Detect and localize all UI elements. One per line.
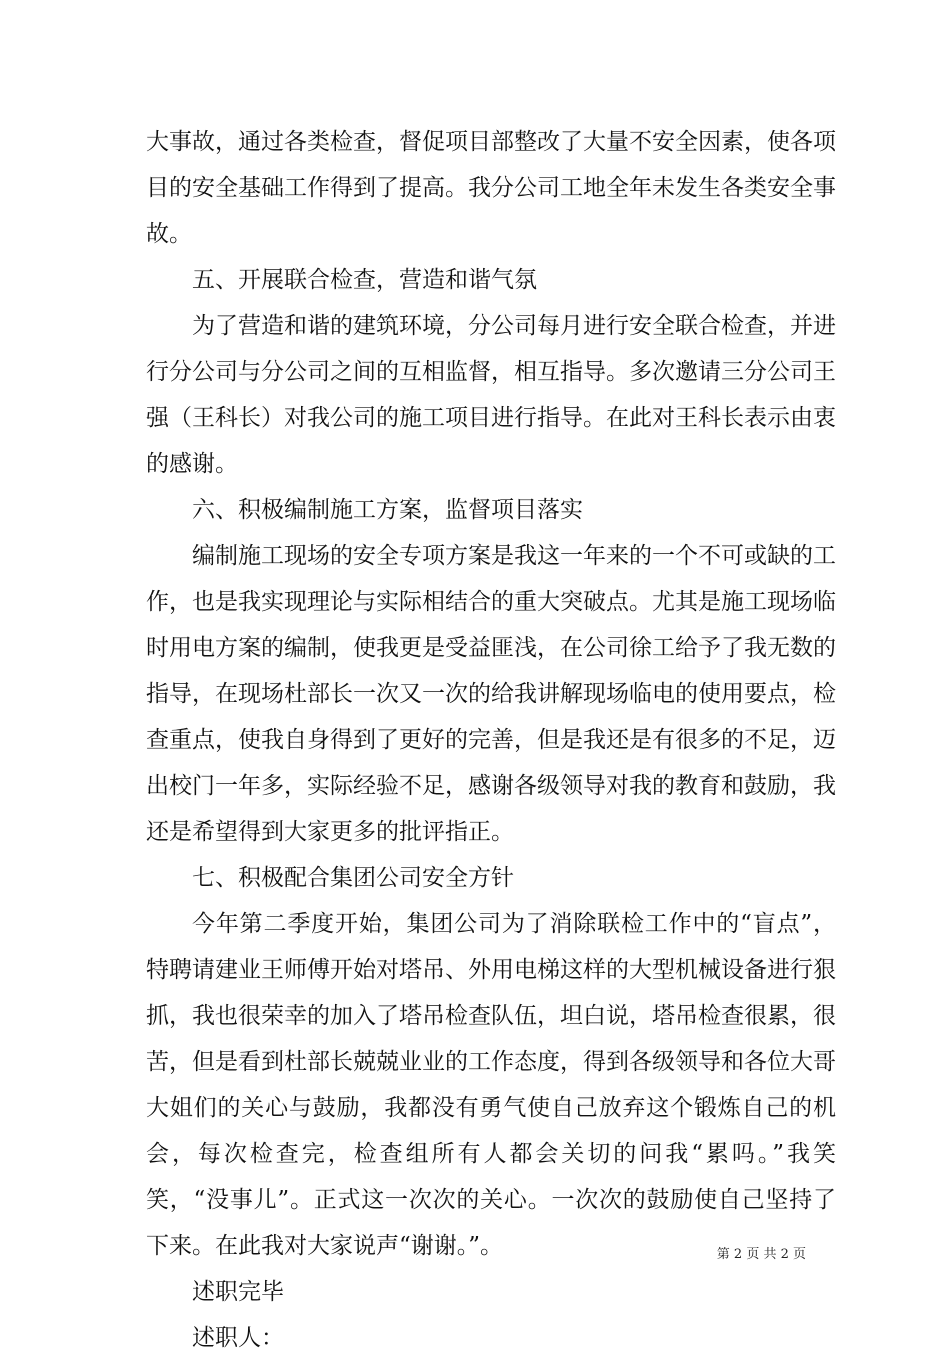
section-heading: 五、开展联合检查，营造和谐气氛	[192, 267, 537, 293]
page-number: 第 2 页 共 2 页	[716, 1247, 806, 1262]
section-heading: 七、积极配合集团公司安全方针	[192, 865, 514, 891]
signature-line: 述职人：	[192, 1325, 284, 1351]
paragraph: 今年第二季度开始，集团公司为了消除联检工作中的“盲点”，特聘请建业王师傅开始对塔吊、外用电梯这样的大型机械设备进行狠抓，我也很荣幸的加入了塔吊检查队伍，坦白说，塔吊检查很累，很苦，但是看到杜部长兢兢业业的工作态度，得到各级领导和各位大哥大姐们的关心与鼓励，我都没有勇气使自己放弃这个锻炼自己的机会，每次检查完，检查组所有人都会关切的问我“累吗。”我笑笑，“没事儿”。正式这一次次的关心。一次次的鼓励使自己坚持了下来。在此我对大家说声“谢谢。”。	[146, 911, 836, 1259]
paragraph: 大事故，通过各类检查，督促项目部整改了大量不安全因素，使各项目的安全基础工作得到了提高。我分公司工地全年未发生各类安全事故。	[146, 129, 836, 247]
paragraph: 编制施工现场的安全专项方案是我这一年来的一个不可或缺的工作，也是我实现理论与实际相结合的重大突破点。尤其是施工现场临时用电方案的编制，使我更是受益匪浅，在公司徐工给予了我无数的指导，在现场杜部长一次又一次的给我讲解现场临电的使用要点，检查重点，使我自身得到了更好的完善，但是我还是有很多的不足，迈出校门一年多，实际经验不足，感谢各级领导对我的教育和鼓励，我还是希望得到大家更多的批评指正。	[146, 543, 836, 845]
closing-line: 述职完毕	[192, 1279, 284, 1305]
paragraph: 为了营造和谐的建筑环境，分公司每月进行安全联合检查，并进行分公司与分公司之间的互相监督，相互指导。多次邀请三分公司王强（王科长）对我公司的施工项目进行指导。在此对王科长表示由衷的感谢。	[146, 313, 836, 477]
section-heading: 六、积极编制施工方案，监督项目落实	[192, 497, 583, 523]
document-body	[146, 119, 836, 1361]
